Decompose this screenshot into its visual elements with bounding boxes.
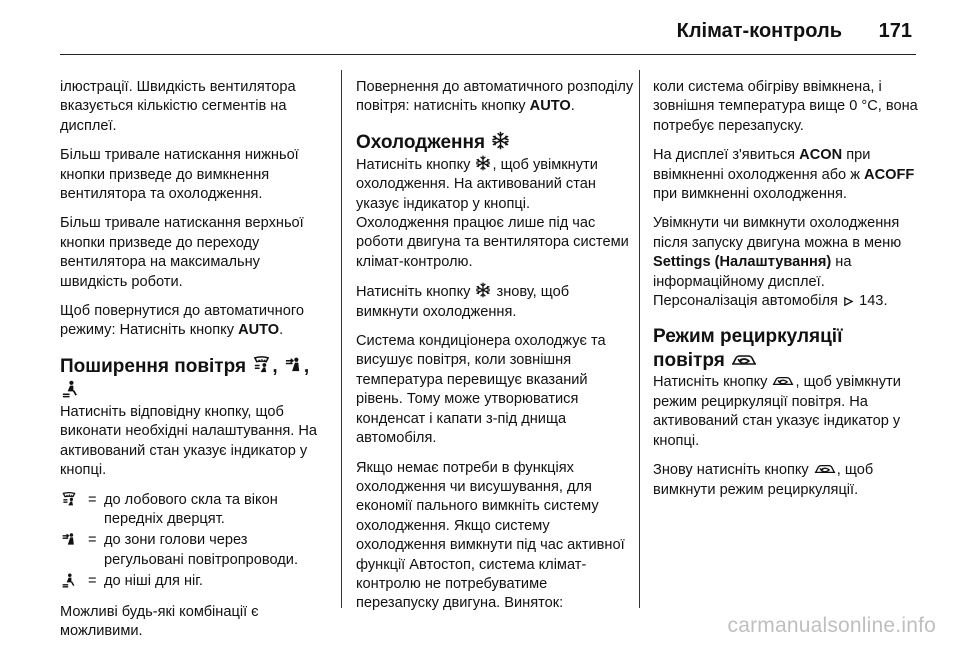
column-1 [60, 78, 330, 651]
paragraph-cooling-off: Натисніть кнопку знову, щоб вимкнути охолодження. [356, 284, 570, 320]
heading-air-distribution: Поширення повітря , , [60, 355, 330, 403]
page-number: 171 [878, 20, 912, 42]
heading-recirculation: Режим рециркуляції повітря [653, 326, 843, 372]
snowflake-icon [475, 282, 491, 298]
acoff-label: ACOFF [864, 166, 915, 183]
paragraph-recirc-on: Натисніть кнопку , щоб увімкнути режим рециркуляції повітря. На активований стан указує індикатор у кнопці. [653, 374, 901, 449]
paragraph-condensate: Система кондиціонера охолоджує та висушує повітря, коли зовнішня температура перевищує вказаний рівень. Тому може утворюватися конденсат і капати з-під днища автомобіля. [356, 333, 606, 447]
paragraph-recirc-off: Знову натисніть кнопку , щоб вимкнути режим рециркуляції. [653, 462, 874, 498]
column-3 [653, 78, 925, 510]
paragraph-cooling-on: Натисніть кнопку , щоб увімкнути охолодження. На активований стан указує індикатор у кнопці. Охолодження працює лише під час роботи двигуна та вентилятора системи клімат-контролю. [356, 156, 629, 270]
watermark: carmanualsonline.info [727, 614, 936, 637]
face-airflow-icon [61, 531, 77, 547]
windshield-airflow-icon [252, 355, 271, 374]
snowflake-icon [475, 155, 491, 171]
auto-label: AUTO [238, 322, 280, 339]
column-divider-2 [639, 70, 640, 608]
face-airflow-icon [284, 355, 303, 374]
settings-menu-label: Settings (Налаштування) [653, 254, 832, 271]
auto-label: AUTO [529, 98, 571, 115]
paragraph-fan-max: Більш тривале натискання верхньої кнопки призведе до переходу вентилятора на максимальну швидкість роботи. [60, 215, 304, 290]
acon-label: ACON [799, 147, 843, 164]
recirculation-icon [731, 352, 757, 368]
column-divider-1 [341, 70, 342, 608]
paragraph-distribution-instructions: Натисніть відповідну кнопку, щоб виконати необхідні налаштування. На активований стан указує індикатор у кнопці. [60, 403, 318, 479]
windshield-airflow-icon [61, 491, 77, 507]
recirculation-icon [772, 374, 794, 388]
page-title: Клімат-контроль [676, 20, 842, 42]
page-reference-arrow-icon [843, 296, 854, 307]
paragraph-combinations: Можливі будь-які комбінації є можливими. [60, 603, 259, 639]
heading-cooling: Охолодження [356, 131, 634, 155]
snowflake-icon [491, 131, 510, 150]
column-2 [356, 78, 634, 624]
footwell-airflow-icon [61, 379, 80, 398]
paragraph-fan-speed: ілюстрації. Швидкість вентилятора вказується кількістю сегментів на дисплеї. [60, 79, 296, 134]
page-header [60, 14, 916, 55]
paragraph-acon-acoff: На дисплеї з'явиться ACON при ввімкненні охолодження або ж ACOFF при вимкненні охолодження. [653, 147, 915, 203]
list-item: = до зони голови через регульовані повітропроводи. [60, 531, 330, 570]
paragraph-economy: Якщо немає потреби в функціях охолодження чи висушування, для економії пального вимкніть систему охолодження. Якщо систему охолодження вимкнути під час активної функції Автостоп, система клімат-контролю не потребуватиме перезапуску двигуна. Виняток: [356, 459, 625, 612]
footwell-airflow-icon [61, 572, 77, 588]
distribution-list [60, 491, 330, 593]
list-item: = до ніші для ніг. [60, 572, 330, 592]
paragraph-fan-off: Більш тривале натискання нижньої кнопки призведе до вимкнення вентилятора та охолодження. [60, 147, 299, 203]
paragraph-auto-distribution: Повернення до автоматичного розподілу повітря: натисніть кнопку AUTO. [356, 79, 634, 115]
paragraph-heating-exception: коли система обігріву ввімкнена, і зовнішня температура вище 0 °C, вона потребує перезапуску. [653, 79, 918, 134]
paragraph-auto-return: Щоб повернутися до автоматичного режиму: Натисніть кнопку AUTO. [60, 303, 304, 339]
page-reference[interactable]: 143 [859, 293, 884, 310]
recirculation-icon [814, 462, 836, 476]
paragraph-settings-menu: Увімкнути чи вимкнути охолодження після запуску двигуна можна в меню Settings (Налаштування) на інформаційному дисплеї. Персоналізація автомобіля 143. [653, 215, 902, 310]
list-item: = до лобового скла та вікон передніх дверцят. [60, 491, 330, 530]
